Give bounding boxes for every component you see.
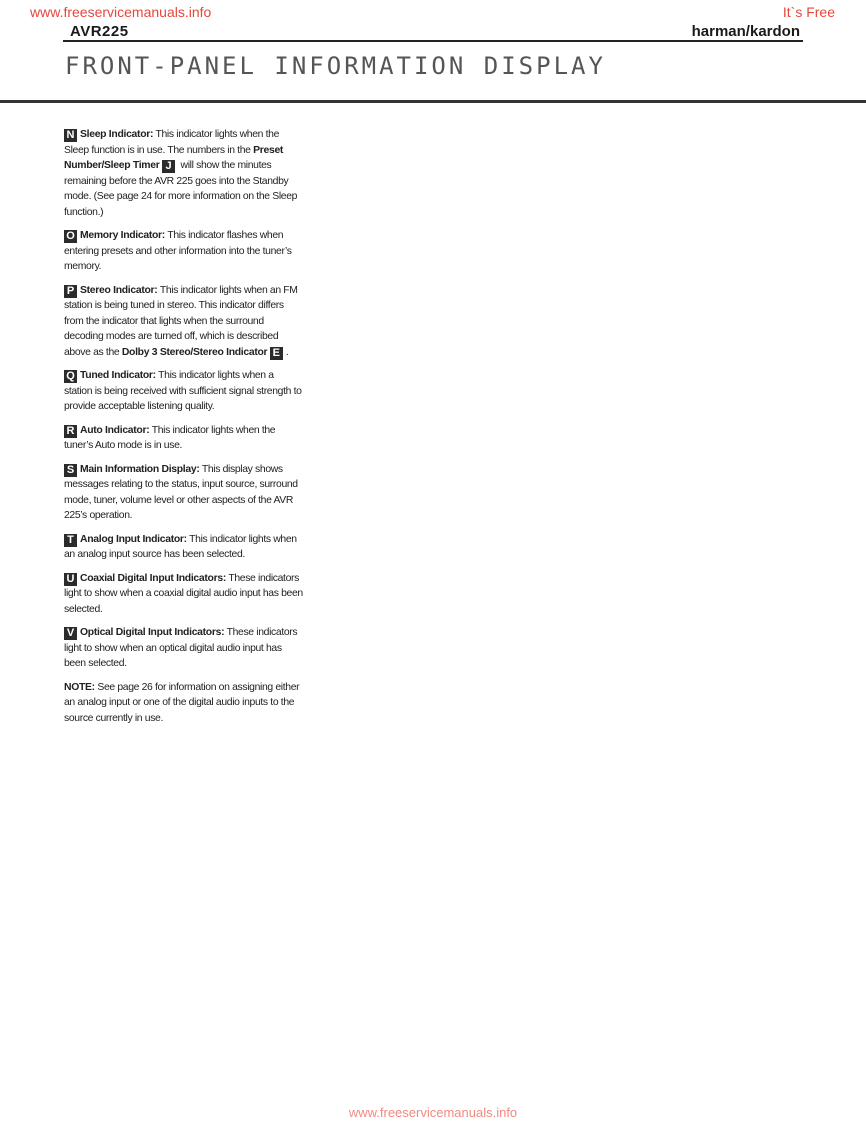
note-label: NOTE: bbox=[64, 681, 95, 693]
item-term: Sleep Indicator: bbox=[80, 129, 154, 140]
item-term: Main Information Display: bbox=[80, 463, 200, 475]
item-text: These indicators light to show when an optical digital audio input has been selected. bbox=[64, 627, 298, 669]
item-stereo-indicator bbox=[64, 283, 304, 361]
item-coaxial-digital-input-indicators bbox=[64, 571, 304, 618]
item-term: Auto Indicator: bbox=[80, 424, 150, 436]
callout-key: T bbox=[64, 534, 77, 547]
item-memory-indicator bbox=[64, 228, 304, 275]
item-text: This indicator lights when the Sleep function is in use. The numbers in the bbox=[64, 129, 279, 156]
callout-key: U bbox=[64, 573, 77, 586]
content-column bbox=[64, 127, 304, 734]
item-sleep-indicator bbox=[64, 127, 304, 220]
callout-key: P bbox=[64, 285, 77, 298]
item-text: This display shows messages relating to the status, input source, surround mode, tuner, volume level or other aspects of the AVR 225’s operation. bbox=[64, 463, 298, 521]
item-analog-input-indicator bbox=[64, 532, 304, 563]
note-text: See page 26 for information on assigning either an analog input or one of the digital audio inputs to the source currently in use. bbox=[64, 681, 300, 724]
item-term: Optical Digital Input Indicators: bbox=[80, 627, 225, 638]
page-title: FRONT-PANEL INFORMATION DISPLAY bbox=[65, 52, 606, 80]
item-auto-indicator bbox=[64, 423, 304, 454]
watermark-bottom[interactable]: www.freeservicemanuals.info bbox=[348, 1105, 518, 1120]
title-rule bbox=[0, 100, 866, 103]
item-term: Stereo Indicator: bbox=[80, 284, 158, 296]
brand-logo: harman/kardon bbox=[691, 23, 800, 40]
callout-key: S bbox=[64, 464, 77, 477]
callout-key: R bbox=[64, 425, 77, 438]
watermark-top-left[interactable]: www.freeservicemanuals.info bbox=[30, 4, 212, 20]
callout-key: O bbox=[64, 230, 77, 243]
item-text: These indicators light to show when a coaxial digital audio input has been selected. bbox=[64, 572, 303, 615]
callout-key: Q bbox=[64, 370, 77, 383]
item-text: This indicator flashes when entering presets and other information into the tuner’s memory. bbox=[64, 230, 292, 272]
item-term: Tuned Indicator: bbox=[80, 370, 156, 381]
watermark-top-right: It`s Free bbox=[782, 4, 835, 20]
item-term: Memory Indicator: bbox=[80, 230, 165, 241]
callout-key: N bbox=[64, 129, 77, 142]
callout-key: V bbox=[64, 627, 77, 640]
header-rule bbox=[63, 40, 803, 42]
item-text: This indicator lights when an FM station is being tuned in stereo. This indicator differs from the indicator that lights when the surround decoding modes are turned off, which is described above as the bbox=[64, 284, 298, 358]
item-main-information-display bbox=[64, 462, 304, 524]
item-text: This indicator lights when the tuner’s Auto mode is in use. bbox=[64, 424, 276, 451]
item-term-ref: Dolby 3 Stereo/Stereo Indicator bbox=[121, 346, 268, 358]
item-term-ref: Preset Number/Sleep Timer bbox=[64, 144, 284, 171]
item-term: Analog Input Indicator: bbox=[80, 533, 187, 545]
item-term: Coaxial Digital Input Indicators: bbox=[80, 572, 226, 584]
item-text-cont: will show the minutes remaining before the AVR 225 goes into the Standby mode. (See page 24 for more information on the Sleep function.) bbox=[64, 160, 298, 218]
item-text-cont: . bbox=[285, 346, 289, 358]
note-paragraph bbox=[64, 680, 304, 727]
item-text: This indicator lights when a station is being received with sufficient signal strength to provide acceptable listening quality. bbox=[64, 370, 302, 412]
model-name: AVR225 bbox=[70, 23, 129, 40]
callout-key-ref: E bbox=[270, 347, 283, 360]
item-tuned-indicator bbox=[64, 368, 304, 415]
item-text: This indicator lights when an analog input source has been selected. bbox=[64, 533, 297, 560]
item-optical-digital-input-indicators bbox=[64, 625, 304, 672]
callout-key-ref: J bbox=[162, 160, 175, 173]
